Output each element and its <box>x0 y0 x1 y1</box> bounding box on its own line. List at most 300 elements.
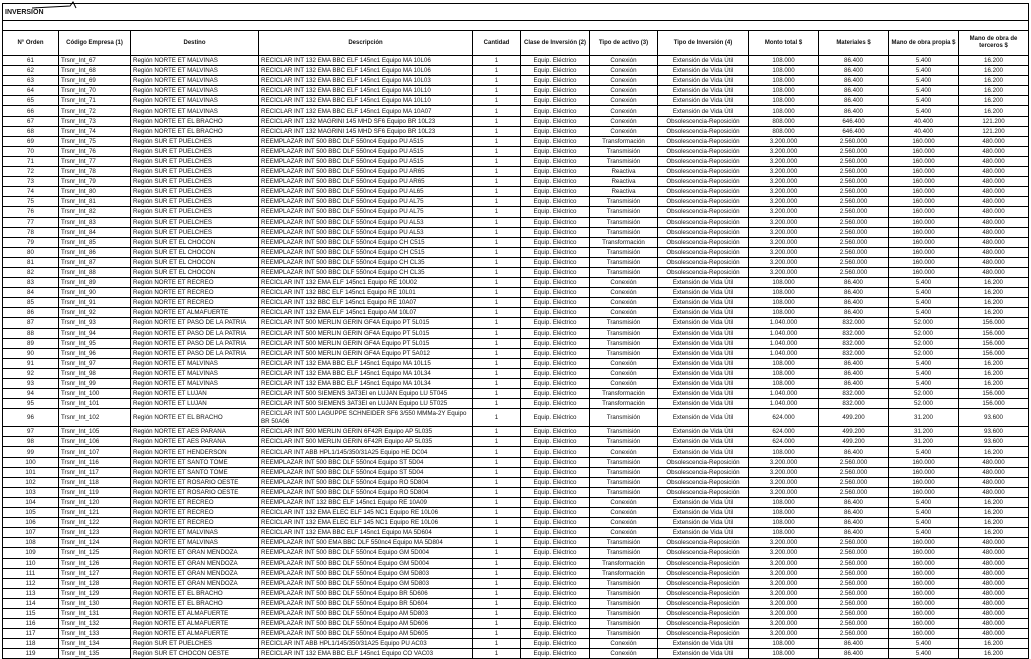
cell-materiales: 832.000 <box>819 318 889 328</box>
cell-mano-propia: 5.400 <box>889 508 959 518</box>
cell-codigo: Trsnr_Int_84 <box>59 227 131 237</box>
cell-codigo: Trsnr_Int_119 <box>59 487 131 497</box>
cell-codigo: Trsnr_Int_132 <box>59 619 131 629</box>
table-row <box>3 477 1029 487</box>
cell-cantidad: 1 <box>473 288 521 298</box>
cell-clase: Equip. Eléctrico <box>521 348 590 358</box>
cell-descripcion: REEMPLAZAR INT 500 BBC DLF 550nc4 Equipo AM 5D606 <box>259 619 473 629</box>
cell-tipo-activo: Conexión <box>590 649 658 659</box>
cell-clase: Equip. Eléctrico <box>521 126 590 136</box>
cell-mano-terceros: 480.000 <box>959 477 1029 487</box>
cell-clase: Equip. Eléctrico <box>521 629 590 639</box>
table-row <box>3 257 1029 267</box>
cell-tipo-inversion: Extensión de Vida Útil <box>658 318 749 328</box>
cell-materiales: 2.560.000 <box>819 608 889 618</box>
cell-codigo: Trsnr_Int_135 <box>59 649 131 659</box>
cell-monto: 3.200.000 <box>749 167 819 177</box>
cell-mano-terceros: 16.200 <box>959 447 1029 457</box>
table-row <box>3 318 1029 328</box>
cell-mano-terceros: 480.000 <box>959 177 1029 187</box>
cell-materiales: 646.400 <box>819 116 889 126</box>
cell-clase: Equip. Eléctrico <box>521 227 590 237</box>
cell-materiales: 832.000 <box>819 328 889 338</box>
cell-codigo: Trsnr_Int_90 <box>59 288 131 298</box>
cell-mano-propia: 160.000 <box>889 608 959 618</box>
cell-descripcion: REEMPLAZAR INT 500 BBC DLF 550nc4 Equipo BR 5D606 <box>259 588 473 598</box>
cell-codigo: Trsnr_Int_120 <box>59 497 131 507</box>
cell-materiales: 2.560.000 <box>819 598 889 608</box>
cell-clase: Equip. Eléctrico <box>521 86 590 96</box>
cell-orden: 101 <box>3 467 59 477</box>
cell-clase: Equip. Eléctrico <box>521 558 590 568</box>
table-row <box>3 338 1029 348</box>
cell-descripcion: RECICLAR INT 132 EMA BBC ELF 145nc1 Equipo MA 10A07 <box>259 106 473 116</box>
cell-materiales: 2.560.000 <box>819 207 889 217</box>
cell-mano-terceros: 16.200 <box>959 497 1029 507</box>
cell-clase: Equip. Eléctrico <box>521 598 590 608</box>
cell-orden: 87 <box>3 318 59 328</box>
cell-monto: 624.000 <box>749 427 819 437</box>
table-row <box>3 457 1029 467</box>
cell-materiales: 86.400 <box>819 66 889 76</box>
cell-codigo: Trsnr_Int_82 <box>59 207 131 217</box>
table-row <box>3 267 1029 277</box>
cell-tipo-inversion: Extensión de Vida Útil <box>658 409 749 427</box>
cell-orden: 80 <box>3 247 59 257</box>
cell-monto: 624.000 <box>749 437 819 447</box>
cell-materiales: 2.560.000 <box>819 177 889 187</box>
cell-mano-propia: 5.400 <box>889 106 959 116</box>
cell-mano-propia: 5.400 <box>889 649 959 659</box>
table-row <box>3 379 1029 389</box>
cell-codigo: Trsnr_Int_116 <box>59 457 131 467</box>
cell-orden: 75 <box>3 197 59 207</box>
cell-tipo-inversion: Obsolescencia-Reposición <box>658 116 749 126</box>
cell-descripcion: REEMPLAZAR INT 500 BBC DLF 550nc4 Equipo RO 5D804 <box>259 477 473 487</box>
cell-destino: Región SUR ET PUELCHES <box>131 197 259 207</box>
cell-codigo: Trsnr_Int_79 <box>59 177 131 187</box>
cell-materiales: 86.400 <box>819 308 889 318</box>
cell-destino: Región SUR ET PUELCHES <box>131 167 259 177</box>
cell-cantidad: 1 <box>473 568 521 578</box>
cell-tipo-activo: Conexión <box>590 508 658 518</box>
cell-monto: 3.200.000 <box>749 197 819 207</box>
cell-descripcion: RECICLAR INT 500 MERLIN GERIN GF4A Equipo PT 5L015 <box>259 338 473 348</box>
cell-destino: Región NORTE ET ALMAFUERTE <box>131 308 259 318</box>
cell-mano-terceros: 480.000 <box>959 136 1029 146</box>
cell-destino: Región NORTE ET AES PARANA <box>131 437 259 447</box>
cell-tipo-inversion: Extensión de Vida Útil <box>658 528 749 538</box>
cell-destino: Región NORTE ET ROSARIO OESTE <box>131 477 259 487</box>
cell-codigo: Trsnr_Int_72 <box>59 106 131 116</box>
table-row <box>3 76 1029 86</box>
cell-codigo: Trsnr_Int_99 <box>59 379 131 389</box>
cell-orden: 83 <box>3 278 59 288</box>
cell-destino: Región NORTE ET MALVINAS <box>131 96 259 106</box>
cell-orden: 114 <box>3 598 59 608</box>
cell-mano-terceros: 480.000 <box>959 578 1029 588</box>
cell-orden: 72 <box>3 167 59 177</box>
cell-tipo-inversion: Extensión de Vida Útil <box>658 437 749 447</box>
col-header-clase: Clase de Inversión (2) <box>521 31 590 56</box>
table-row <box>3 409 1029 427</box>
cell-codigo: Trsnr_Int_71 <box>59 96 131 106</box>
cell-tipo-activo: Conexión <box>590 76 658 86</box>
cell-clase: Equip. Eléctrico <box>521 399 590 409</box>
cell-monto: 3.200.000 <box>749 619 819 629</box>
cell-materiales: 499.200 <box>819 427 889 437</box>
cell-monto: 808.000 <box>749 116 819 126</box>
cell-monto: 3.200.000 <box>749 267 819 277</box>
cell-destino: Región NORTE ET PASO DE LA PATRIA <box>131 318 259 328</box>
cell-tipo-inversion: Extensión de Vida Útil <box>658 298 749 308</box>
cell-orden: 76 <box>3 207 59 217</box>
cell-destino: Región SUR ET PUELCHES <box>131 177 259 187</box>
cell-tipo-activo: Conexión <box>590 639 658 649</box>
cell-codigo: Trsnr_Int_91 <box>59 298 131 308</box>
table-row <box>3 86 1029 96</box>
table-row <box>3 649 1029 659</box>
cell-cantidad: 1 <box>473 427 521 437</box>
cell-tipo-activo: Transmisión <box>590 257 658 267</box>
cell-monto: 3.200.000 <box>749 588 819 598</box>
cell-destino: Región SUR ET PUELCHES <box>131 187 259 197</box>
cell-materiales: 2.560.000 <box>819 487 889 497</box>
cell-destino: Región NORTE ET MALVINAS <box>131 86 259 96</box>
cell-tipo-activo: Conexión <box>590 298 658 308</box>
cell-descripcion: REEMPLAZAR INT 500 BBC DLF 550nc4 Equipo PU AR65 <box>259 167 473 177</box>
cell-mano-terceros: 16.200 <box>959 278 1029 288</box>
cell-materiales: 86.400 <box>819 106 889 116</box>
cell-mano-propia: 160.000 <box>889 217 959 227</box>
cell-orden: 109 <box>3 548 59 558</box>
cell-mano-terceros: 16.200 <box>959 288 1029 298</box>
table-row <box>3 639 1029 649</box>
cell-cantidad: 1 <box>473 368 521 378</box>
cell-tipo-activo: Transmisión <box>590 548 658 558</box>
table-row <box>3 487 1029 497</box>
cell-tipo-inversion: Extensión de Vida Útil <box>658 278 749 288</box>
cell-mano-propia: 160.000 <box>889 146 959 156</box>
cell-cantidad: 1 <box>473 267 521 277</box>
cell-mano-propia: 5.400 <box>889 379 959 389</box>
cell-orden: 117 <box>3 629 59 639</box>
cell-mano-terceros: 480.000 <box>959 487 1029 497</box>
cell-destino: Región NORTE ET HENDERSON <box>131 447 259 457</box>
cell-destino: Región NORTE ET EL BRACHO <box>131 116 259 126</box>
cell-destino: Región SUR ET EL CHOCON <box>131 247 259 257</box>
cell-clase: Equip. Eléctrico <box>521 56 590 66</box>
cell-mano-propia: 160.000 <box>889 598 959 608</box>
cell-clase: Equip. Eléctrico <box>521 288 590 298</box>
cell-monto: 108.000 <box>749 86 819 96</box>
cell-mano-terceros: 480.000 <box>959 558 1029 568</box>
cell-destino: Región SUR ET EL CHOCON <box>131 237 259 247</box>
header-row <box>3 31 1029 56</box>
cell-destino: Región NORTE ET ALMAFUERTE <box>131 619 259 629</box>
cell-orden: 85 <box>3 298 59 308</box>
cell-clase: Equip. Eléctrico <box>521 487 590 497</box>
cell-clase: Equip. Eléctrico <box>521 106 590 116</box>
cell-materiales: 2.560.000 <box>819 568 889 578</box>
cell-monto: 3.200.000 <box>749 207 819 217</box>
cell-descripcion: REEMPLAZAR INT 500 BBC DLF 550nc4 Equipo PU A515 <box>259 146 473 156</box>
cell-mano-terceros: 16.200 <box>959 518 1029 528</box>
cell-materiales: 499.200 <box>819 409 889 427</box>
cell-cantidad: 1 <box>473 558 521 568</box>
cell-tipo-activo: Transformación <box>590 558 658 568</box>
cell-clase: Equip. Eléctrico <box>521 508 590 518</box>
cell-mano-terceros: 480.000 <box>959 629 1029 639</box>
cell-monto: 3.200.000 <box>749 538 819 548</box>
cell-mano-propia: 160.000 <box>889 558 959 568</box>
cell-orden: 116 <box>3 619 59 629</box>
cell-orden: 78 <box>3 227 59 237</box>
cell-clase: Equip. Eléctrico <box>521 217 590 227</box>
cell-clase: Equip. Eléctrico <box>521 409 590 427</box>
cell-monto: 3.200.000 <box>749 548 819 558</box>
table-row <box>3 116 1029 126</box>
cell-codigo: Trsnr_Int_129 <box>59 588 131 598</box>
table-row <box>3 207 1029 217</box>
cell-tipo-activo: Reactiva <box>590 167 658 177</box>
cell-materiales: 832.000 <box>819 338 889 348</box>
cell-cantidad: 1 <box>473 56 521 66</box>
table-row <box>3 217 1029 227</box>
cell-monto: 1.040.000 <box>749 338 819 348</box>
cell-cantidad: 1 <box>473 399 521 409</box>
cell-tipo-inversion: Obsolescencia-Reposición <box>658 608 749 618</box>
cell-mano-propia: 52.000 <box>889 348 959 358</box>
cell-tipo-activo: Conexión <box>590 288 658 298</box>
cell-destino: Región SUR ET PUELCHES <box>131 146 259 156</box>
cell-mano-terceros: 121.200 <box>959 116 1029 126</box>
cell-materiales: 832.000 <box>819 389 889 399</box>
cell-codigo: Trsnr_Int_122 <box>59 518 131 528</box>
cell-orden: 94 <box>3 389 59 399</box>
cell-mano-terceros: 93.600 <box>959 427 1029 437</box>
cell-codigo: Trsnr_Int_83 <box>59 217 131 227</box>
cell-codigo: Trsnr_Int_95 <box>59 338 131 348</box>
cell-destino: Región NORTE ET LUJAN <box>131 389 259 399</box>
cell-tipo-activo: Transformación <box>590 399 658 409</box>
cell-descripcion: RECICLAR INT 132 EMA BBC ELF 145nc1 Equipo CO VAC03 <box>259 649 473 659</box>
cell-mano-propia: 160.000 <box>889 568 959 578</box>
cell-mano-propia: 5.400 <box>889 86 959 96</box>
cell-mano-propia: 160.000 <box>889 467 959 477</box>
cell-codigo: Trsnr_Int_81 <box>59 197 131 207</box>
cell-clase: Equip. Eléctrico <box>521 608 590 618</box>
cell-materiales: 2.560.000 <box>819 167 889 177</box>
cell-monto: 1.040.000 <box>749 348 819 358</box>
cell-tipo-inversion: Extensión de Vida Útil <box>658 106 749 116</box>
cell-clase: Equip. Eléctrico <box>521 328 590 338</box>
cell-cantidad: 1 <box>473 338 521 348</box>
cell-materiales: 86.400 <box>819 639 889 649</box>
cell-materiales: 2.560.000 <box>819 558 889 568</box>
cell-orden: 63 <box>3 76 59 86</box>
cell-clase: Equip. Eléctrico <box>521 437 590 447</box>
table-row <box>3 518 1029 528</box>
table-row <box>3 368 1029 378</box>
cell-clase: Equip. Eléctrico <box>521 588 590 598</box>
cell-clase: Equip. Eléctrico <box>521 538 590 548</box>
cell-mano-terceros: 93.600 <box>959 437 1029 447</box>
cell-descripcion: RECICLAR INT 132 BBC ELF 145nc1 Equipo RE 10L01 <box>259 288 473 298</box>
cell-cantidad: 1 <box>473 227 521 237</box>
col-header-tipo-inversion: Tipo de Inversión (4) <box>658 31 749 56</box>
cell-destino: Región NORTE ET GRAN MENDOZA <box>131 558 259 568</box>
cell-codigo: Trsnr_Int_102 <box>59 409 131 427</box>
cell-cantidad: 1 <box>473 96 521 106</box>
cell-cantidad: 1 <box>473 76 521 86</box>
cell-tipo-activo: Transmisión <box>590 156 658 166</box>
cell-clase: Equip. Eléctrico <box>521 156 590 166</box>
table-row <box>3 96 1029 106</box>
cell-descripcion: RECICLAR INT 132 EMA BBC ELF 145nc1 Equipo MA 10L06 <box>259 66 473 76</box>
cell-orden: 66 <box>3 106 59 116</box>
cell-tipo-activo: Transmisión <box>590 538 658 548</box>
cell-orden: 88 <box>3 328 59 338</box>
cell-tipo-activo: Transformación <box>590 136 658 146</box>
cell-mano-propia: 160.000 <box>889 247 959 257</box>
cell-codigo: Trsnr_Int_131 <box>59 608 131 618</box>
cell-clase: Equip. Eléctrico <box>521 649 590 659</box>
col-header-tipo-activo: Tipo de activo (3) <box>590 31 658 56</box>
cell-cantidad: 1 <box>473 318 521 328</box>
cell-cantidad: 1 <box>473 389 521 399</box>
cell-materiales: 2.560.000 <box>819 227 889 237</box>
cell-orden: 69 <box>3 136 59 146</box>
cell-mano-propia: 40.400 <box>889 126 959 136</box>
cell-descripcion: REEMPLAZAR INT 132 BBC ELF 145nc1 Equipo RE 10A09 <box>259 497 473 507</box>
cell-mano-terceros: 16.200 <box>959 379 1029 389</box>
table-row <box>3 56 1029 66</box>
cell-materiales: 86.400 <box>819 278 889 288</box>
cell-monto: 3.200.000 <box>749 187 819 197</box>
cell-cantidad: 1 <box>473 578 521 588</box>
cell-materiales: 86.400 <box>819 288 889 298</box>
cell-monto: 108.000 <box>749 508 819 518</box>
cell-cantidad: 1 <box>473 497 521 507</box>
cell-mano-propia: 52.000 <box>889 389 959 399</box>
cell-destino: Región NORTE ET MALVINAS <box>131 538 259 548</box>
cell-codigo: Trsnr_Int_68 <box>59 66 131 76</box>
cell-monto: 108.000 <box>749 106 819 116</box>
cell-codigo: Trsnr_Int_92 <box>59 308 131 318</box>
cell-mano-terceros: 16.200 <box>959 66 1029 76</box>
cell-materiales: 2.560.000 <box>819 457 889 467</box>
table-row <box>3 177 1029 187</box>
cell-materiales: 86.400 <box>819 649 889 659</box>
cell-materiales: 2.560.000 <box>819 136 889 146</box>
cell-orden: 61 <box>3 56 59 66</box>
cell-clase: Equip. Eléctrico <box>521 187 590 197</box>
cell-tipo-inversion: Obsolescencia-Reposición <box>658 167 749 177</box>
cell-materiales: 2.560.000 <box>819 588 889 598</box>
cell-mano-propia: 52.000 <box>889 318 959 328</box>
cell-codigo: Trsnr_Int_94 <box>59 328 131 338</box>
table-row <box>3 328 1029 338</box>
cell-cantidad: 1 <box>473 437 521 447</box>
cell-monto: 108.000 <box>749 358 819 368</box>
table-row <box>3 146 1029 156</box>
cell-materiales: 86.400 <box>819 76 889 86</box>
cell-tipo-activo: Conexión <box>590 116 658 126</box>
cell-mano-terceros: 480.000 <box>959 608 1029 618</box>
cell-cantidad: 1 <box>473 447 521 457</box>
cell-tipo-activo: Transmisión <box>590 247 658 257</box>
cell-materiales: 86.400 <box>819 497 889 507</box>
cell-tipo-activo: Transmisión <box>590 427 658 437</box>
table-row <box>3 588 1029 598</box>
cell-destino: Región NORTE ET MALVINAS <box>131 56 259 66</box>
cell-tipo-inversion: Obsolescencia-Reposición <box>658 156 749 166</box>
cell-descripcion: RECICLAR INT 500 MERLIN GERIN GF4A Equipo PT 5L015 <box>259 328 473 338</box>
cell-cantidad: 1 <box>473 477 521 487</box>
cell-mano-terceros: 16.200 <box>959 76 1029 86</box>
cell-mano-terceros: 480.000 <box>959 568 1029 578</box>
cell-destino: Región NORTE ET MALVINAS <box>131 528 259 538</box>
cell-materiales: 2.560.000 <box>819 146 889 156</box>
cell-orden: 65 <box>3 96 59 106</box>
cell-descripcion: RECICLAR INT 132 EMA BBC ELF 145nc1 Equipo MA 10L10 <box>259 96 473 106</box>
cell-mano-propia: 31.200 <box>889 427 959 437</box>
col-header-mano-propia: Mano de obra propia $ <box>889 31 959 56</box>
cell-mano-terceros: 480.000 <box>959 247 1029 257</box>
cell-tipo-inversion: Obsolescencia-Reposición <box>658 247 749 257</box>
cell-tipo-activo: Conexión <box>590 447 658 457</box>
cell-mano-propia: 160.000 <box>889 197 959 207</box>
cell-orden: 68 <box>3 126 59 136</box>
cell-destino: Región SUR ET EL CHOCON <box>131 267 259 277</box>
cell-tipo-activo: Transmisión <box>590 437 658 447</box>
cell-codigo: Trsnr_Int_124 <box>59 538 131 548</box>
cell-orden: 110 <box>3 558 59 568</box>
col-header-monto: Monto total $ <box>749 31 819 56</box>
cell-clase: Equip. Eléctrico <box>521 237 590 247</box>
cell-cantidad: 1 <box>473 298 521 308</box>
cell-descripcion: REEMPLAZAR INT 500 BBC DLF 550nc4 Equipo GM 5D004 <box>259 548 473 558</box>
cell-cantidad: 1 <box>473 167 521 177</box>
cell-tipo-activo: Conexión <box>590 518 658 528</box>
cell-orden: 96 <box>3 409 59 427</box>
cell-mano-terceros: 156.000 <box>959 318 1029 328</box>
cell-tipo-inversion: Obsolescencia-Reposición <box>658 477 749 487</box>
cell-mano-propia: 160.000 <box>889 588 959 598</box>
cell-orden: 81 <box>3 257 59 267</box>
cell-destino: Región SUR ET CHOCON OESTE <box>131 649 259 659</box>
cell-clase: Equip. Eléctrico <box>521 568 590 578</box>
cell-mano-propia: 160.000 <box>889 257 959 267</box>
cell-codigo: Trsnr_Int_125 <box>59 548 131 558</box>
cell-tipo-inversion: Obsolescencia-Reposición <box>658 538 749 548</box>
cell-clase: Equip. Eléctrico <box>521 619 590 629</box>
cell-descripcion: REEMPLAZAR INT 500 BBC DLF 550nc4 Equipo PU A515 <box>259 156 473 166</box>
cell-clase: Equip. Eléctrico <box>521 136 590 146</box>
cell-descripcion: RECICLAR INT 132 EMA ELF 145nc1 Equipo RE 10U02 <box>259 278 473 288</box>
cell-descripcion: REEMPLAZAR INT 500 BBC DLF 550nc4 Equipo CH C515 <box>259 247 473 257</box>
cell-orden: 118 <box>3 639 59 649</box>
cell-clase: Equip. Eléctrico <box>521 338 590 348</box>
cell-tipo-inversion: Extensión de Vida Útil <box>658 358 749 368</box>
cell-mano-terceros: 16.200 <box>959 308 1029 318</box>
cell-monto: 1.040.000 <box>749 389 819 399</box>
cell-cantidad: 1 <box>473 237 521 247</box>
cell-materiales: 86.400 <box>819 447 889 457</box>
cell-cantidad: 1 <box>473 548 521 558</box>
cell-tipo-activo: Transmisión <box>590 608 658 618</box>
